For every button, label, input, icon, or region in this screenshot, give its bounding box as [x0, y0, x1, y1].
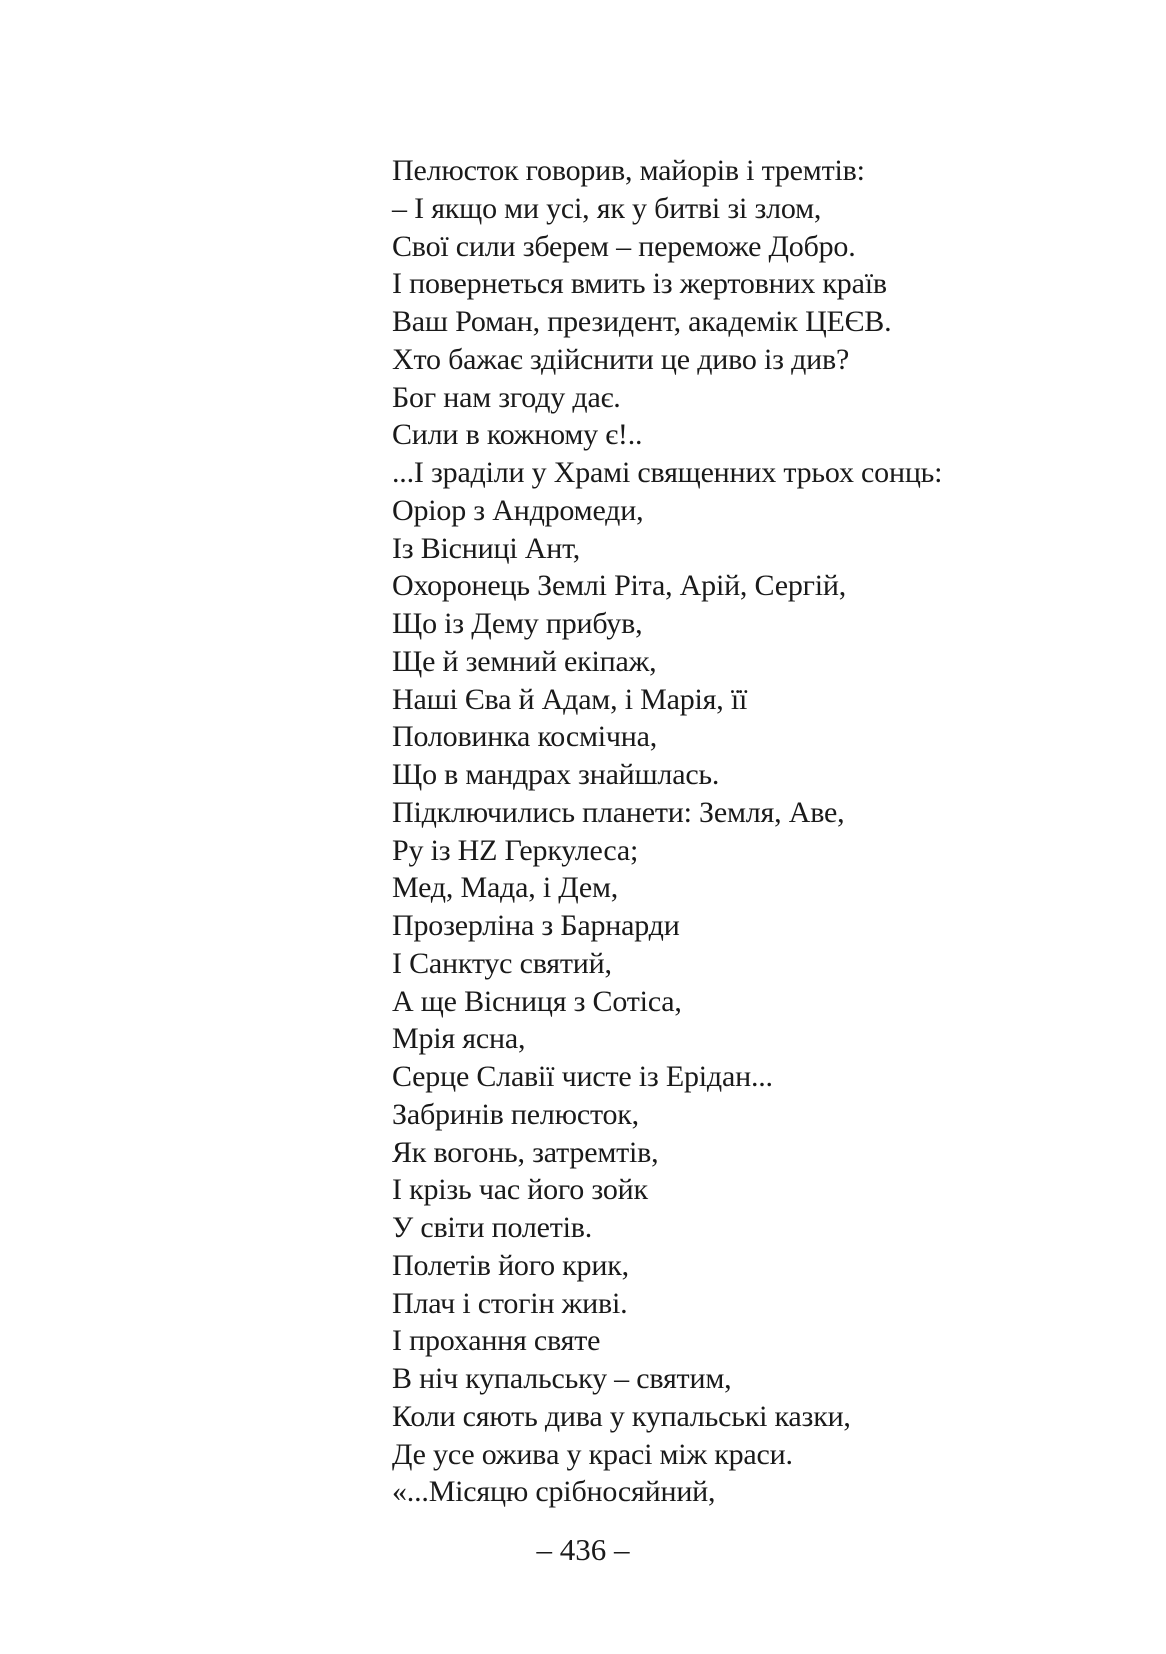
poem-text [392, 152, 1092, 1511]
poem-line: Наші Єва й Адам, і Марія, її [392, 682, 748, 716]
poem-line: А ще Вісниця з Сотіса, [392, 984, 682, 1018]
poem-line: І крізь час його зойк [392, 1173, 648, 1207]
page-number: – 436 – [536, 1532, 630, 1567]
poem-line: Оріор з Андромеди, [392, 493, 644, 527]
poem-line: Що в мандрах знайшлась. [392, 758, 720, 791]
poem-line: Свої сили зберем – переможе Добро. [392, 229, 856, 263]
poem-line: ...І зраділи у Храмі священних трьох сонць: [392, 456, 943, 489]
poem-line: Серце Славії чисте із Ерідан... [392, 1060, 773, 1093]
poem-line: Сили в кожному є!.. [392, 418, 643, 452]
poem-line: Коли сяють дива у купальські казки, [392, 1399, 851, 1433]
poem-line: Що із Дему прибув, [392, 607, 643, 640]
poem-line: Підключились планети: Земля, Аве, [392, 795, 845, 829]
poem-line: Прозерліна з Барнарди [392, 909, 680, 942]
poem-line: Де усе оживa у красі між краси. [392, 1437, 793, 1471]
poem-line: Забринів пелюсток, [392, 1097, 639, 1131]
poem-line: Полетів його крик, [392, 1248, 629, 1282]
poem-line: І Санктус святий, [392, 946, 612, 980]
poem-line: Із Вісниці Ант, [392, 531, 581, 565]
poem-line: Бог нам згоду дає. [392, 380, 621, 414]
poem-line: Ваш Роман, президент, академік ЦЕЄВ. [392, 305, 892, 338]
poem-line: Пелюсток говорив, майорів і тремтів: [392, 154, 865, 187]
poem-line: Мед, Мада, і Дем, [392, 871, 619, 905]
poem-line: Хто бажає здійснити це диво із див? [392, 342, 850, 376]
poem-line: В ніч купальську – святим, [392, 1362, 732, 1395]
poem-line: Як вогонь, затремтів, [392, 1135, 659, 1169]
poem-line: – І якщо ми усі, як у битві зі злом, [392, 191, 822, 225]
poem-line: Ще й земний екіпаж, [392, 644, 657, 678]
poem-line: «...Місяцю срібносяйний, [392, 1475, 716, 1509]
poem-line: Мрія ясна, [392, 1022, 526, 1056]
poem-line: Охоронець Землі Ріта, Арій, Сергій, [392, 569, 847, 603]
poem-line: Плач і стогін живі. [392, 1286, 628, 1320]
poem-line: У світи полетів. [392, 1211, 593, 1244]
poem-line: Половинка космічна, [392, 720, 658, 754]
poem-line: І повернеться вмить із жертовних країв [392, 267, 887, 301]
poem-line: Ру із HZ Геркулеса; [392, 833, 639, 867]
poem-line: І прохання святе [392, 1324, 601, 1358]
